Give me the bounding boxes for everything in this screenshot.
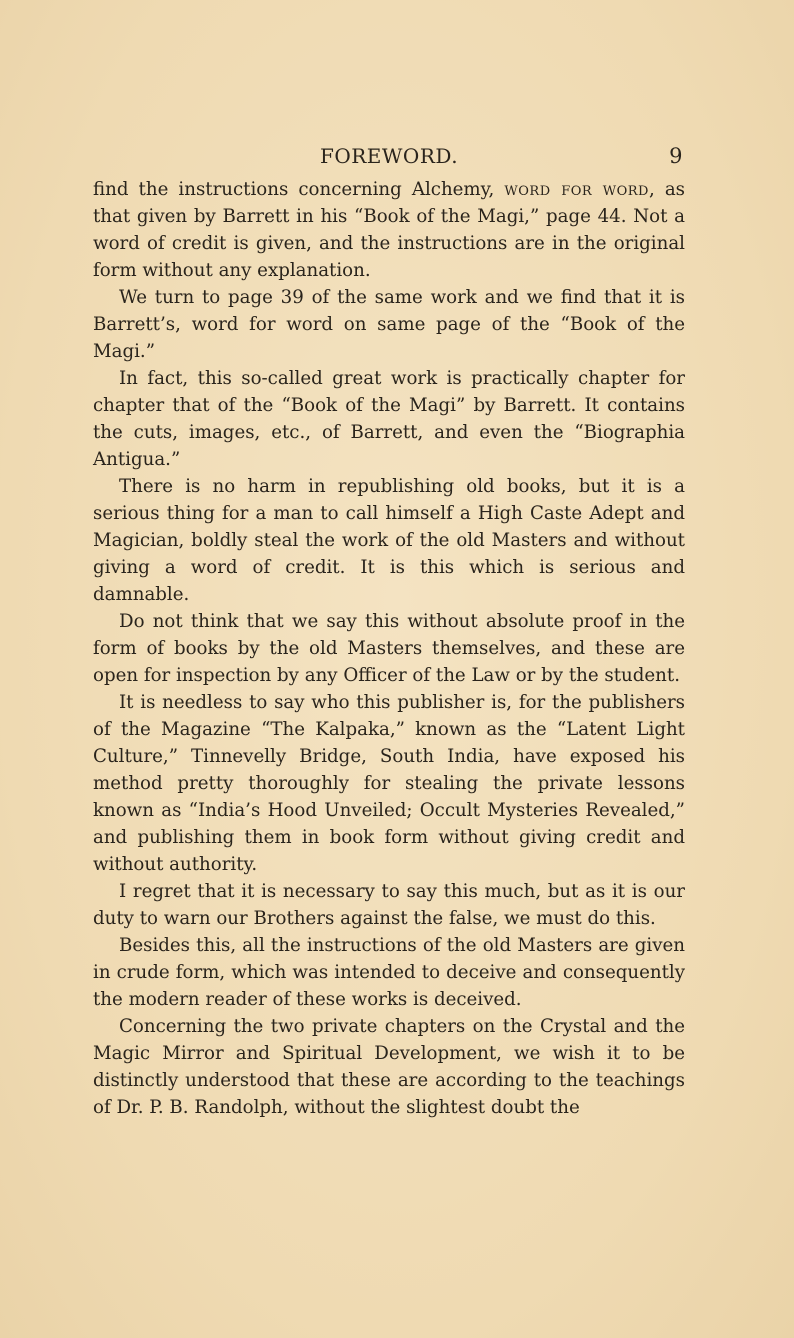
paragraph-2: We turn to page 39 of the same work and we find that it is Barrett’s, word for word on same page of the “Book of the Magi.” [93,287,685,362]
paragraph-9: Concerning the two private chapters on the Crystal and the Magic Mirror and Spiritual Development, we wish it to be distinctly understood that these are according to the teachings of Dr. P. B. Randolph, without the slightest doubt the [93,1016,685,1118]
paragraph-1-text-end: , as that given by Barrett in his “Book of the Magi,” page 44. Not a word of credit is given, and the instructions are in the original form without any explanation. [93,179,685,281]
body-text [93,176,685,1121]
running-title: FOREWORD. [319,144,459,168]
paragraph-3: In fact, this so-called great work is practically chapter for chapter that of the “Book of the Magi” by Barrett. It contains the cuts, images, etc., of Barrett, and even the “Biographia Antigua.” [93,368,685,470]
word-for-word-small-caps: word for word [504,179,649,200]
paragraph-8: Besides this, all the instructions of the old Masters are given in crude form, which was intended to deceive and consequently the modern reader of these works is deceived. [93,935,685,1010]
paragraph-1-text-start: find the instructions concerning Alchemy, [93,179,505,200]
paragraph-5: Do not think that we say this without absolute proof in the form of books by the old Masters themselves, and these are open for inspection by any Officer of the Law or by the student. [93,611,685,686]
page-number: 9 [669,144,683,168]
book-page [93,142,685,1121]
paragraph-7: I regret that it is necessary to say this much, but as it is our duty to warn our Brothers against the false, we must do this. [93,881,685,929]
paragraph-1 [93,176,685,284]
running-head [93,142,685,176]
paragraph-6: It is needless to say who this publisher is, for the publishers of the Magazine “The Kalpaka,” known as the “Latent Light Culture,” Tinnevelly Bridge, South India, have exposed his method pretty thoroughly for stealing the private lessons known as “India’s Hood Unveiled; Occult Mysteries Revealed,” and publishing them in book form without giving credit and without authority. [93,692,685,875]
paragraph-4: There is no harm in republishing old books, but it is a serious thing for a man to call himself a High Caste Adept and Magician, boldly steal the work of the old Masters and without giving a word of credit. It is this which is serious and damnable. [93,476,685,605]
